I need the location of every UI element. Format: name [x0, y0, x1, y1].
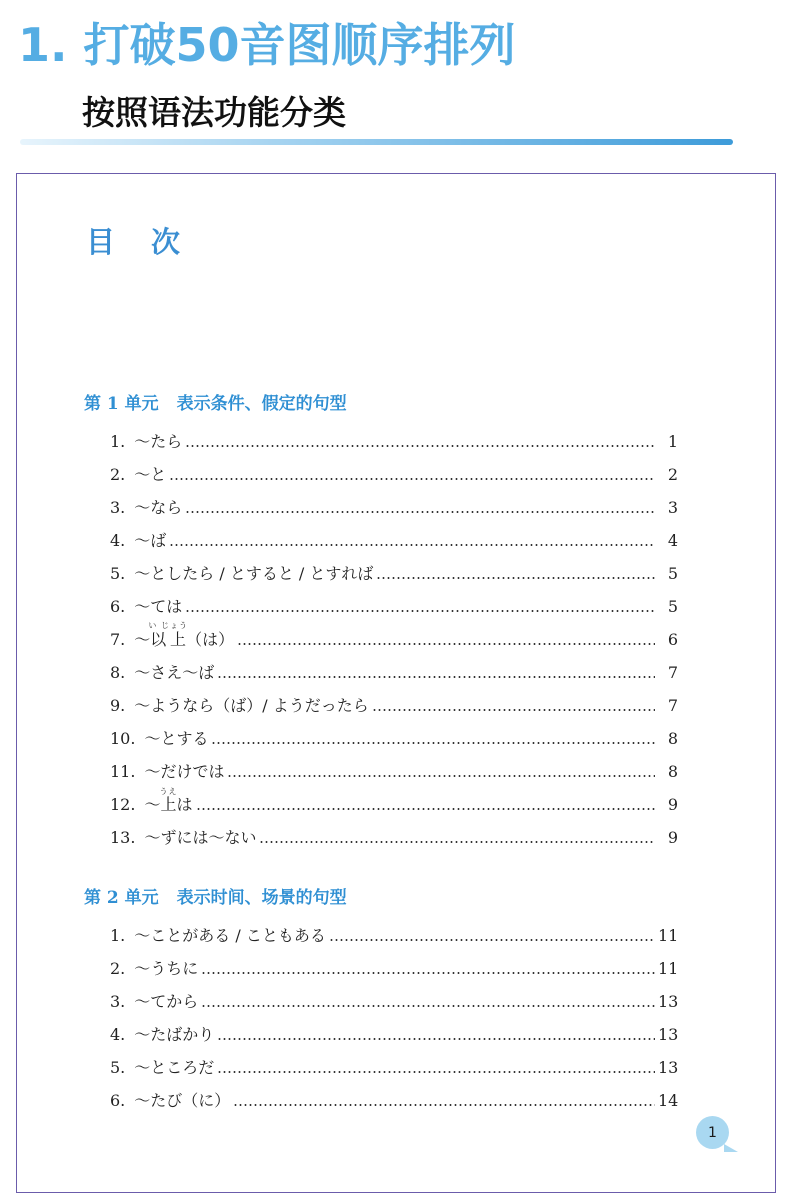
page-number: 1: [708, 1124, 717, 1141]
entry-page: 5: [667, 564, 678, 583]
entry-title: ～とする: [144, 729, 209, 748]
entry-title: ～ば: [134, 531, 167, 550]
dot-leader: [259, 841, 655, 843]
entry-title-prefix: ～: [144, 795, 161, 814]
toc-entry[interactable]: [110, 653, 678, 685]
toc-entry[interactable]: [110, 521, 678, 553]
entry-title: ～さえ～ば: [134, 663, 215, 682]
entry-title: ～ところだ: [134, 1058, 215, 1077]
entry-title: [134, 621, 234, 652]
dot-leader: [185, 511, 655, 513]
entry-title-suffix: は: [176, 795, 193, 814]
entry-title: ～たら: [134, 432, 183, 451]
entry-page: 7: [667, 696, 678, 715]
speech-bubble-tail-icon: [724, 1144, 738, 1152]
furigana-reading: うえ: [159, 787, 178, 796]
toc-entry[interactable]: [110, 422, 678, 454]
entry-number: 1.: [110, 432, 126, 451]
dot-leader: [217, 676, 655, 678]
toc-entry[interactable]: [110, 949, 678, 981]
entry-number: 4.: [110, 1025, 126, 1044]
entry-page: 2: [667, 465, 678, 484]
entry-title: ～ことがある / こともある: [134, 926, 326, 945]
dot-leader: [217, 1071, 655, 1073]
entry-page: 13: [658, 992, 679, 1011]
furigana-word: [159, 787, 178, 814]
entry-number: 3.: [110, 498, 126, 517]
entry-title: ～たばかり: [134, 1025, 215, 1044]
toc-entry[interactable]: [110, 818, 678, 850]
furigana-reading: い じょう: [148, 621, 188, 630]
toc-entry[interactable]: [110, 686, 678, 718]
dot-leader: [169, 544, 655, 546]
entry-page: 11: [658, 959, 679, 978]
dot-leader: [201, 1005, 655, 1007]
unit-2-label: 第 2 单元: [84, 888, 159, 908]
dot-leader: [376, 577, 655, 579]
dot-leader: [217, 1038, 655, 1040]
entry-page: 6: [667, 630, 678, 649]
entry-number: 12.: [110, 795, 136, 814]
entry-page: 8: [667, 729, 678, 748]
page-number-badge: [696, 1116, 729, 1149]
dot-leader: [196, 808, 655, 810]
entry-page: 14: [658, 1091, 679, 1110]
unit-1-heading: [84, 392, 347, 416]
toc-entry[interactable]: [110, 488, 678, 520]
entry-page: 13: [658, 1025, 679, 1044]
furigana-word: [148, 621, 188, 649]
unit-2-heading: [84, 886, 347, 910]
entry-title: ～てから: [134, 992, 199, 1011]
entry-page: 7: [667, 663, 678, 682]
entry-title: ～だけでは: [144, 762, 225, 781]
ruby-base: 以上: [148, 630, 188, 649]
entry-number: 8.: [110, 663, 126, 682]
toc-entry[interactable]: [110, 752, 678, 784]
entry-number: 11.: [110, 762, 136, 781]
dot-leader: [227, 775, 655, 777]
entry-number: 5.: [110, 564, 126, 583]
dot-leader: [233, 1104, 655, 1106]
toc-entry[interactable]: [110, 916, 678, 948]
entry-page: 1: [667, 432, 678, 451]
toc-entry[interactable]: [110, 785, 678, 817]
unit-1-label: 第 1 单元: [84, 394, 159, 414]
entry-number: 7.: [110, 630, 126, 649]
entry-title: ～としたら / とすると / とすれば: [134, 564, 374, 583]
entry-title: ～なら: [134, 498, 183, 517]
toc-entry[interactable]: [110, 719, 678, 751]
dot-leader: [185, 610, 655, 612]
entry-number: 5.: [110, 1058, 126, 1077]
ruby-base: 上: [159, 795, 178, 814]
dot-leader: [372, 709, 655, 711]
toc-entry[interactable]: [110, 982, 678, 1014]
entry-page: 9: [667, 795, 678, 814]
entry-page: 11: [658, 926, 679, 945]
toc-entry[interactable]: [110, 620, 678, 652]
unit-1-title: 表示条件、假定的句型: [176, 394, 347, 414]
entry-page: 3: [667, 498, 678, 517]
entry-number: 6.: [110, 1091, 126, 1110]
entry-title-prefix: ～: [134, 630, 151, 649]
entry-title: ～ずには～ない: [144, 828, 257, 847]
toc-entry[interactable]: [110, 1081, 678, 1113]
entry-number: 9.: [110, 696, 126, 715]
entry-title: ～たび（に）: [134, 1091, 231, 1110]
banner-subtitle: 按照语法功能分类: [82, 93, 346, 132]
entry-page: 9: [667, 828, 678, 847]
dot-leader: [329, 939, 655, 941]
entry-number: 1.: [110, 926, 126, 945]
entry-title: ～ては: [134, 597, 183, 616]
toc-entry[interactable]: [110, 1048, 678, 1080]
entry-title: ～と: [134, 465, 167, 484]
dot-leader: [185, 445, 655, 447]
toc-entry[interactable]: [110, 455, 678, 487]
dot-leader: [237, 643, 655, 645]
title-underline: [20, 139, 733, 145]
dot-leader: [169, 478, 655, 480]
entry-number: 3.: [110, 992, 126, 1011]
entry-page: 4: [667, 531, 678, 550]
entry-title: ～ようなら（ば）/ ようだったら: [134, 696, 369, 715]
entry-number: 10.: [110, 729, 136, 748]
entry-number: 6.: [110, 597, 126, 616]
entry-number: 4.: [110, 531, 126, 550]
banner-title: 1. 打破50音图顺序排列: [18, 18, 516, 72]
toc-entry[interactable]: [110, 1015, 678, 1047]
entry-title-suffix: （は）: [186, 630, 235, 649]
entry-page: 5: [667, 597, 678, 616]
entry-title: ～うちに: [134, 959, 199, 978]
entry-number: 13.: [110, 828, 136, 847]
entry-page: 8: [667, 762, 678, 781]
unit-2-title: 表示时间、场景的句型: [176, 888, 347, 908]
dot-leader: [201, 972, 655, 974]
entry-page: 13: [658, 1058, 679, 1077]
dot-leader: [211, 742, 655, 744]
toc-entry[interactable]: [110, 554, 678, 586]
entry-number: 2.: [110, 959, 126, 978]
entry-title: [144, 787, 192, 817]
entry-number: 2.: [110, 465, 126, 484]
toc-entry[interactable]: [110, 587, 678, 619]
toc-title: 目次: [86, 225, 217, 259]
